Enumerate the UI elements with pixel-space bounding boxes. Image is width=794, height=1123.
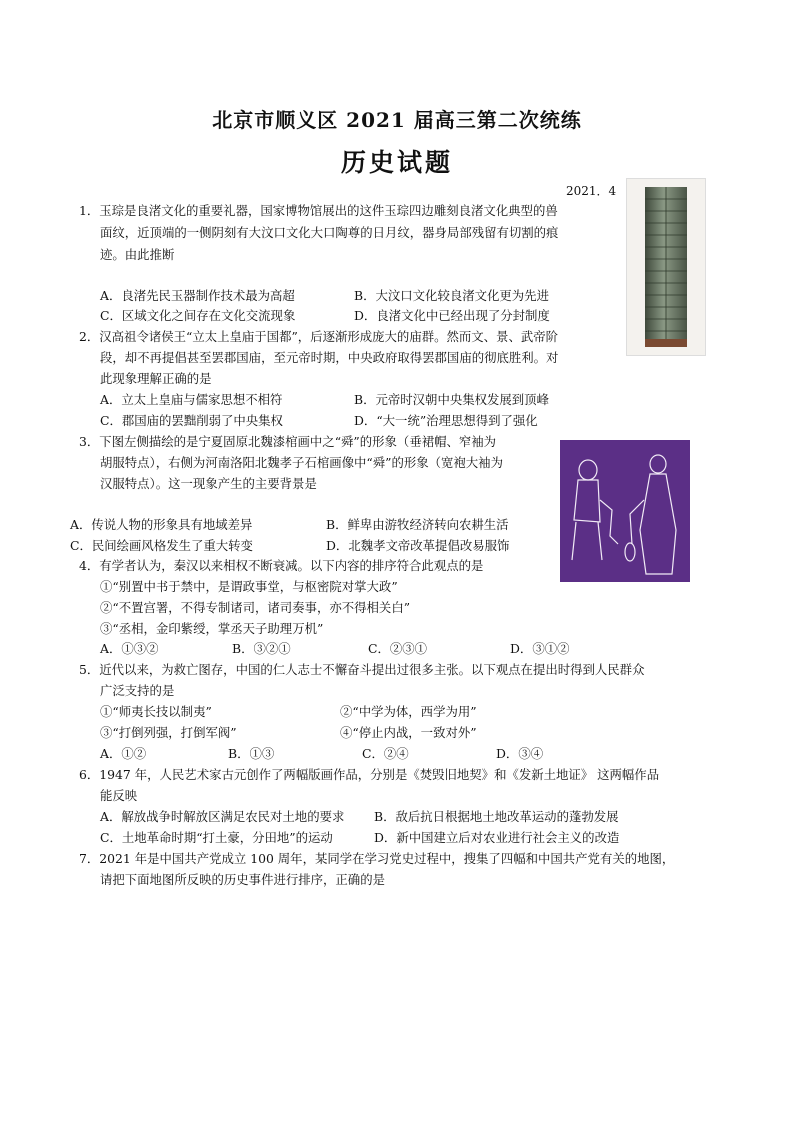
q1-option-a[interactable]: A．良渚先民玉器制作技术最为高超 (100, 288, 295, 303)
q1-line: 迹。由此推断 (100, 247, 175, 262)
q5-line: 广泛支持的是 (100, 683, 175, 698)
q3-option-d[interactable]: D．北魏孝文帝改革提倡改易服饰 (326, 538, 510, 553)
q5-item-1: ①“师夷长技以制夷” (100, 704, 212, 719)
q5-option-d[interactable]: D．③④ (496, 746, 544, 761)
q5-line: 5．近代以来，为救亡图存，中国的仁人志士不懈奋斗提出过很多主张。以下观点在提出时得到人民群众 (79, 662, 645, 677)
q4-option-d[interactable]: D．③①② (510, 641, 570, 656)
q2-option-b[interactable]: B．元帝时汉朝中央集权发展到顶峰 (354, 392, 549, 407)
q6-option-a[interactable]: A．解放战争时解放区满足农民对土地的要求 (100, 809, 345, 824)
exam-title: 北京市顺义区 2021 届高三第二次统练 (212, 108, 582, 132)
q7-line: 请把下面地图所反映的历史事件进行排序，正确的是 (100, 872, 385, 887)
q2-option-c[interactable]: C．郡国庙的罢黜削弱了中央集权 (100, 413, 283, 428)
q6-option-c[interactable]: C．土地革命时期“打土豪，分田地”的运动 (100, 830, 333, 845)
jade-cong-image (626, 178, 706, 356)
q2-line: 此现象理解正确的是 (100, 371, 212, 386)
q2-line: 段，却不再提倡甚至罢郡国庙，至元帝时期，中央政府取得罢郡国庙的彻底胜利。对 (100, 350, 559, 365)
q4-item-2: ②“不置宫署，不得专制诸司，诸司奏事，亦不得相关白” (100, 600, 411, 615)
q1-option-b[interactable]: B．大汶口文化较良渚文化更为先进 (354, 288, 549, 303)
q4-option-a[interactable]: A．①③② (100, 641, 159, 656)
q3-line: 3．下图左侧描绘的是宁夏固原北魏漆棺画中之“舜”的形象（垂裙帽、窄袖为 (79, 434, 497, 449)
q1-option-d[interactable]: D．良渚文化中已经出现了分封制度 (354, 308, 550, 323)
q6-option-b[interactable]: B．敌后抗日根据地土地改革运动的蓬勃发展 (374, 809, 619, 824)
q4-option-c[interactable]: C．②③① (368, 641, 428, 656)
q3-option-b[interactable]: B．鲜卑由游牧经济转向农耕生活 (326, 517, 509, 532)
q5-item-3: ③“打倒列强，打倒军阀” (100, 725, 237, 740)
q3-line: 胡服特点），右侧为河南洛阳北魏孝子石棺画像中“舜”的形象（宽袍大袖为 (100, 455, 503, 470)
shun-mural-image (560, 440, 690, 582)
q4-option-b[interactable]: B．③②① (232, 641, 291, 656)
q5-option-b[interactable]: B．①③ (228, 746, 275, 761)
q5-item-2: ②“中学为体，西学为用” (340, 704, 477, 719)
exam-subtitle: 历史试题 (340, 148, 453, 177)
q5-option-c[interactable]: C．②④ (362, 746, 409, 761)
q2-option-d[interactable]: D．“大一统”治理思想得到了强化 (354, 413, 538, 428)
q1-line: 1．玉琮是良渚文化的重要礼器，国家博物馆展出的这件玉琮四边雕刻良渚文化典型的兽 (79, 203, 558, 218)
q5-item-4: ④“停止内战，一致对外” (340, 725, 477, 740)
q4-item-1: ①“别置中书于禁中，是谓政事堂，与枢密院对掌大政” (100, 579, 398, 594)
q2-option-a[interactable]: A．立太上皇庙与儒家思想不相符 (100, 392, 283, 407)
q4-line: 4．有学者认为，秦汉以来相权不断衰减。以下内容的排序符合此观点的是 (79, 558, 484, 573)
q5-option-a[interactable]: A．①② (100, 746, 147, 761)
q1-line: 面纹，近顶端的一侧阴刻有大汶口文化大口陶尊的日月纹，器身局部残留有切割的痕 (100, 225, 559, 240)
q1-option-c[interactable]: C．区域文化之间存在文化交流现象 (100, 308, 296, 323)
q3-option-a[interactable]: A．传说人物的形象具有地域差异 (70, 517, 253, 532)
q6-line: 能反映 (100, 788, 138, 803)
q6-line: 6．1947 年，人民艺术家古元创作了两幅版画作品，分别是《焚毁旧地契》和《发新土地证》 这两幅作品 (79, 767, 660, 782)
q4-item-3: ③“丞相，金印紫绶，掌丞天子助理万机” (100, 621, 324, 636)
q7-line: 7．2021 年是中国共产党成立 100 周年，某同学在学习党史过程中，搜集了四幅和中国共产党有关的地图， (79, 851, 675, 866)
q3-option-c[interactable]: C．民间绘画风格发生了重大转变 (70, 538, 253, 553)
exam-date: 2021．4 (566, 184, 617, 198)
q6-option-d[interactable]: D．新中国建立后对农业进行社会主义的改造 (374, 830, 620, 845)
q2-line: 2．汉高祖令诸侯王“立太上皇庙于国都”，后逐渐形成庞大的庙群。然而文、景、武帝阶 (79, 329, 559, 344)
q3-line: 汉服特点）。这一现象产生的主要背景是 (100, 476, 317, 491)
